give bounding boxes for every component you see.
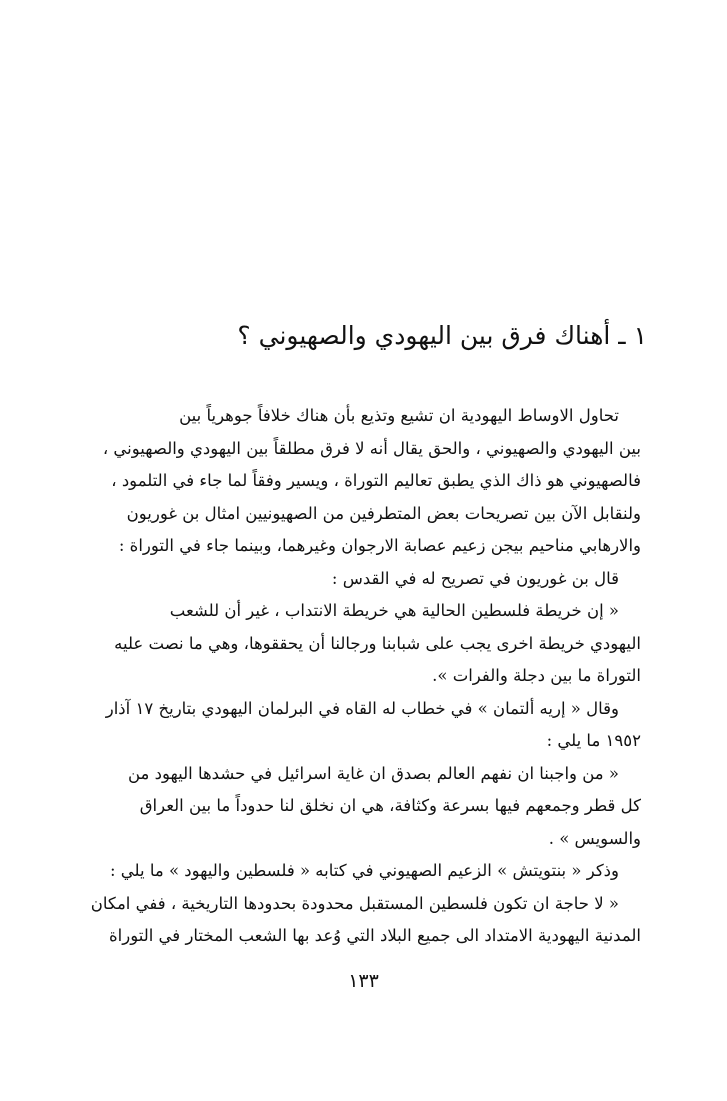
text-line: قال بن غوريون في تصريح له في القدس : — [331, 568, 619, 588]
text-line: ١٩٥٢ ما يلي : — [546, 731, 641, 750]
text-line: « إن خريطة فلسطين الحالية هي خريطة الانتداب ، غير أن للشعب — [169, 601, 619, 620]
text-line: « لا حاجة ان تكون فلسطين المستقبل محدودة بحدودها التاريخية ، ففي امكان — [90, 893, 619, 913]
text-line: والسويس » . — [548, 828, 641, 848]
text-line: ولنقابل الآن بين تصريحات بعض المتطرفين من الصهيونيين امثال بن غوريون — [126, 503, 641, 523]
text-line: فالصهيوني هو ذاك الذي يطبق تعاليم التوراة ، ويسير وفقاً لما جاء في التلمود ، — [111, 471, 641, 490]
text-line: بين اليهودي والصهيوني ، والحق يقال أنه لا فرق مطلقاً بين اليهودي والصهيوني ، — [102, 438, 641, 458]
text-line: اليهودي خريطة اخرى يجب على شبابنا ورجالنا أن يحققوها، وهي ما نصت عليه — [114, 633, 641, 653]
page-number: ١٣٣ — [348, 970, 379, 992]
text-line: كل قطر وجمعهم فيها بسرعة وكثافة، هي ان نخلق لنا حدوداً ما بين العراق — [139, 796, 641, 815]
text-line: المدنية اليهودية الامتداد الى جميع البلاد التي وُعد بها الشعب المختار في التوراة — [109, 926, 641, 945]
text-line: « من واجبنا ان نفهم العالم بصدق ان غاية اسرائيل في حشدها اليهود من — [128, 763, 619, 783]
text-line: والارهابي مناحيم بيجن زعيم عصابة الارجوان وغيرهما، وبينما جاء في التوراة : — [118, 536, 641, 555]
chapter-title: ١ ـ أهناك فرق بين اليهودي والصهيوني ؟ — [237, 321, 647, 350]
text-line: تحاول الاوساط اليهودية ان تشيع وتذيع بأن هناك خلافاً جوهرياً بين — [179, 406, 619, 425]
text-line: وذكر « بنتويتش » الزعيم الصهيوني في كتابه « فلسطين واليهود » ما يلي : — [109, 861, 619, 880]
text-line: وقال « إريه ألتمان » في خطاب له القاه في البرلمان اليهودي بتاريخ ١٧ آذار — [105, 698, 619, 718]
text-line: التوراة ما بين دجلة والفرات ». — [432, 666, 641, 685]
body-text — [66, 400, 641, 953]
